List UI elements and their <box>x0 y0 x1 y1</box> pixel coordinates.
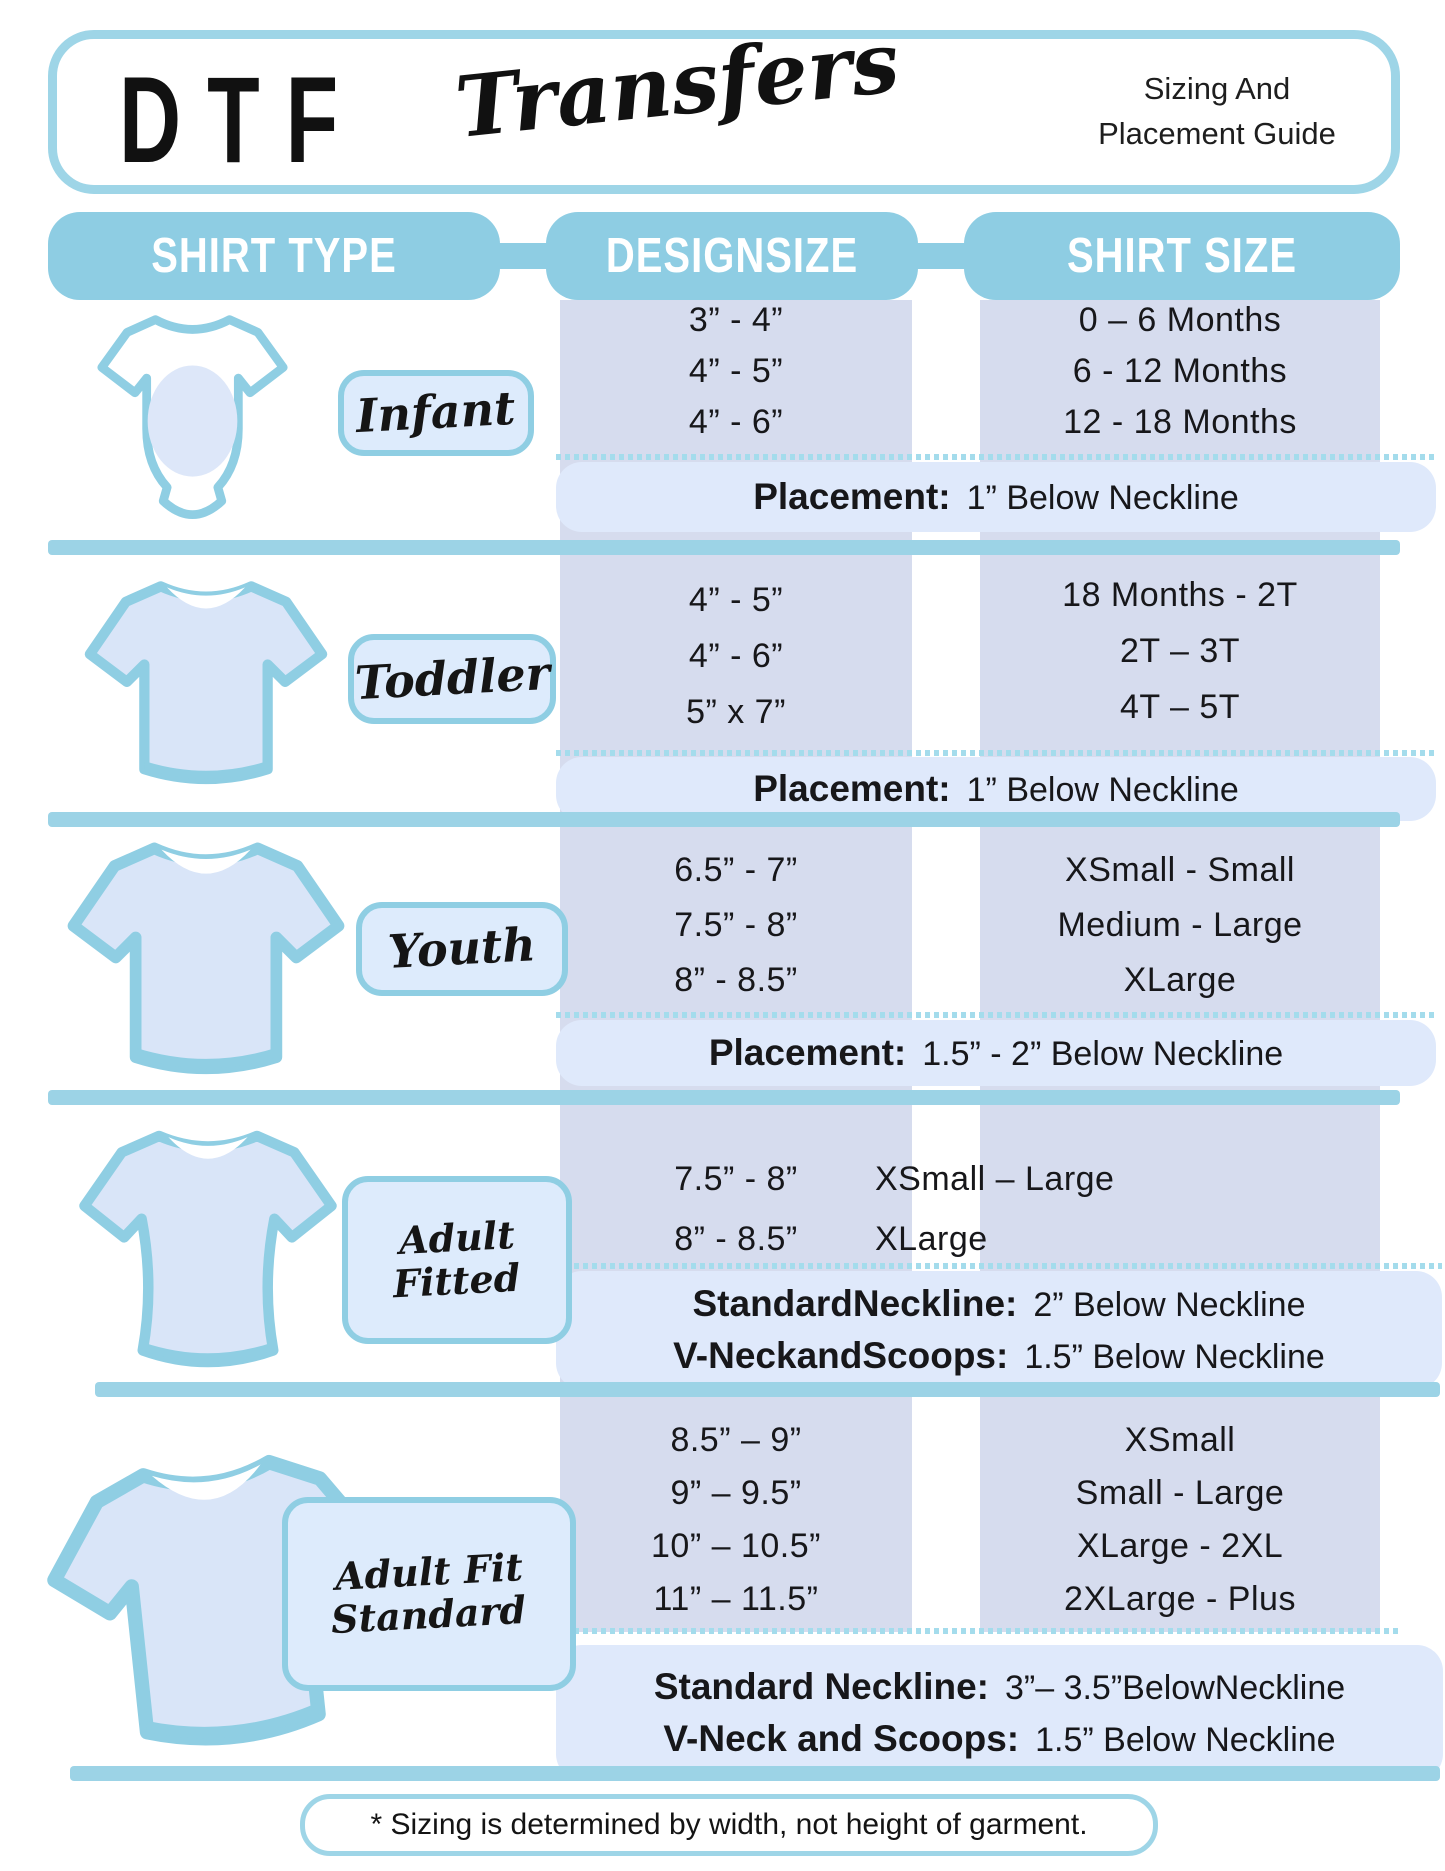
label-adult-fitted <box>342 1176 572 1344</box>
dotted-separator-adult-fitted <box>556 1263 1442 1269</box>
row-divider-5 <box>70 1766 1440 1781</box>
shirt-size-value: XSmall – Large <box>875 1160 1115 1198</box>
label-toddler-text: Toddler <box>353 646 551 711</box>
placement-label: Placement: <box>753 768 951 809</box>
row-divider-1 <box>48 540 1400 555</box>
row-divider-4 <box>95 1382 1440 1397</box>
shirt-size-value: Small - Large <box>1075 1474 1285 1512</box>
label-youth-text: Youth <box>386 917 538 980</box>
design-size-values-toddler <box>560 583 912 729</box>
shirt-size-value: XLarge <box>875 1220 988 1258</box>
brand-title: DTF <box>119 52 365 189</box>
shirt-size-values-adult-standard <box>980 1423 1380 1616</box>
label-adult-fitted-line2: Fitted <box>392 1254 522 1307</box>
column-header-design-size-label: DESIGNSIZE <box>605 228 859 283</box>
label-youth <box>356 902 568 996</box>
design-size-values-adult-fitted <box>560 1162 912 1256</box>
subtitle-line-1: Sizing And <box>1143 71 1291 106</box>
placement-note-infant <box>556 462 1436 532</box>
design-size-value: 4” - 5” <box>688 352 784 390</box>
guide-subtitle <box>1057 67 1377 157</box>
dotted-separator-youth <box>556 1012 1436 1018</box>
design-size-value: 4” - 5” <box>688 581 784 619</box>
shirt-size-values-toddler <box>980 578 1380 724</box>
shirt-size-value: XSmall - Small <box>1065 851 1295 889</box>
placement-label: Placement: <box>753 476 951 517</box>
label-adult-fitted-line1: Adult <box>398 1212 516 1264</box>
placement-label: Standard Neckline: <box>653 1665 989 1707</box>
shirt-size-values-youth <box>980 853 1380 997</box>
design-size-value: 4” - 6” <box>688 637 784 675</box>
placement-value: 1.5” Below Neckline <box>1024 1338 1325 1376</box>
shirt-size-value: 6 - 12 Months <box>1072 352 1288 390</box>
dotted-separator-infant <box>556 454 1436 460</box>
placement-label: Placement: <box>708 1032 907 1073</box>
label-adult-fit-standard-line1: Adult Fit <box>333 1544 524 1600</box>
label-adult-fit-standard <box>282 1497 576 1691</box>
shirt-size-value: Medium - Large <box>1057 906 1303 944</box>
column-header-shirt-size <box>964 212 1400 300</box>
placement-value: 1.5” - 2” Below Neckline <box>922 1035 1284 1073</box>
placement-value: 1” Below Neckline <box>966 479 1239 517</box>
design-size-value: 9” – 9.5” <box>670 1474 802 1512</box>
toddler-shirt-icon <box>82 572 330 798</box>
shirt-size-value: 18 Months - 2T <box>1062 576 1298 614</box>
design-size-value: 7.5” - 8” <box>674 1160 798 1198</box>
label-infant-text: Infant <box>355 381 517 444</box>
design-size-value: 8” - 8.5” <box>674 961 798 999</box>
placement-note-adult-standard <box>556 1645 1443 1780</box>
design-size-value: 8.5” – 9” <box>670 1421 802 1459</box>
placement-value: 1.5” Below Neckline <box>1035 1720 1336 1759</box>
design-size-values-infant <box>560 303 912 439</box>
placement-value: 2” Below Neckline <box>1033 1286 1306 1324</box>
title-box <box>48 12 1400 194</box>
shirt-size-value: 4T – 5T <box>1119 688 1241 726</box>
design-size-value: 3” - 4” <box>688 301 784 339</box>
shirt-size-value: XLarge - 2XL <box>1076 1527 1284 1565</box>
dotted-separator-adult-standard <box>556 1628 1402 1634</box>
header-connector-2 <box>915 243 967 269</box>
adult-fitted-shirt-icon <box>66 1122 350 1390</box>
label-toddler <box>348 634 556 724</box>
dotted-separator-toddler <box>556 750 1436 756</box>
brand-title-script: Transfers <box>451 12 904 157</box>
column-header-shirt-type-label: SHIRT TYPE <box>151 228 397 283</box>
placement-note-adult-fitted <box>556 1271 1442 1389</box>
design-size-value: 5” x 7” <box>686 693 786 731</box>
placement-label: V-NeckandScoops: <box>673 1335 1009 1376</box>
label-infant <box>338 370 534 456</box>
subtitle-line-2: Placement Guide <box>1098 115 1336 151</box>
design-size-values-youth <box>560 853 912 997</box>
shirt-size-values-infant <box>980 303 1380 439</box>
sizing-footnote <box>300 1794 1158 1856</box>
placement-value: 3”– 3.5”BelowNeckline <box>1004 1668 1346 1707</box>
shirt-size-value: 2T – 3T <box>1119 632 1241 670</box>
placement-label: StandardNeckline: <box>692 1283 1018 1324</box>
shirt-size-value: 2XLarge - Plus <box>1064 1580 1296 1618</box>
shirt-size-value: XSmall <box>1124 1421 1236 1459</box>
design-size-value: 4” - 6” <box>688 403 784 441</box>
placement-label: V-Neck and Scoops: <box>663 1717 1020 1759</box>
youth-shirt-icon <box>62 832 350 1090</box>
column-header-shirt-size-label: SHIRT SIZE <box>1066 228 1298 283</box>
design-size-value: 6.5” - 7” <box>674 851 798 889</box>
design-size-values-adult-standard <box>560 1423 912 1616</box>
column-header-design-size <box>546 212 918 300</box>
design-size-value: 11” – 11.5” <box>653 1580 819 1618</box>
shirt-size-value: XLarge <box>1123 961 1237 999</box>
column-header-shirt-type <box>48 212 500 300</box>
shirt-size-value: 0 – 6 Months <box>1078 301 1282 339</box>
shirt-size-value: 12 - 18 Months <box>1063 403 1297 441</box>
placement-value: 1” Below Neckline <box>966 771 1239 809</box>
design-size-value: 8” - 8.5” <box>674 1220 798 1258</box>
row-divider-3 <box>48 1090 1400 1105</box>
shirt-size-values-adult-fitted <box>875 1162 1305 1256</box>
infant-onesie-icon <box>95 303 290 543</box>
design-size-value: 10” – 10.5” <box>651 1527 821 1565</box>
design-size-value: 7.5” - 8” <box>674 906 798 944</box>
placement-note-youth <box>556 1020 1436 1086</box>
label-adult-fit-standard-line2: Standard <box>330 1586 528 1643</box>
header-connector-1 <box>497 243 549 269</box>
sizing-footnote-text: * Sizing is determined by width, not height of garment. <box>370 1808 1088 1841</box>
row-divider-2 <box>48 812 1400 827</box>
